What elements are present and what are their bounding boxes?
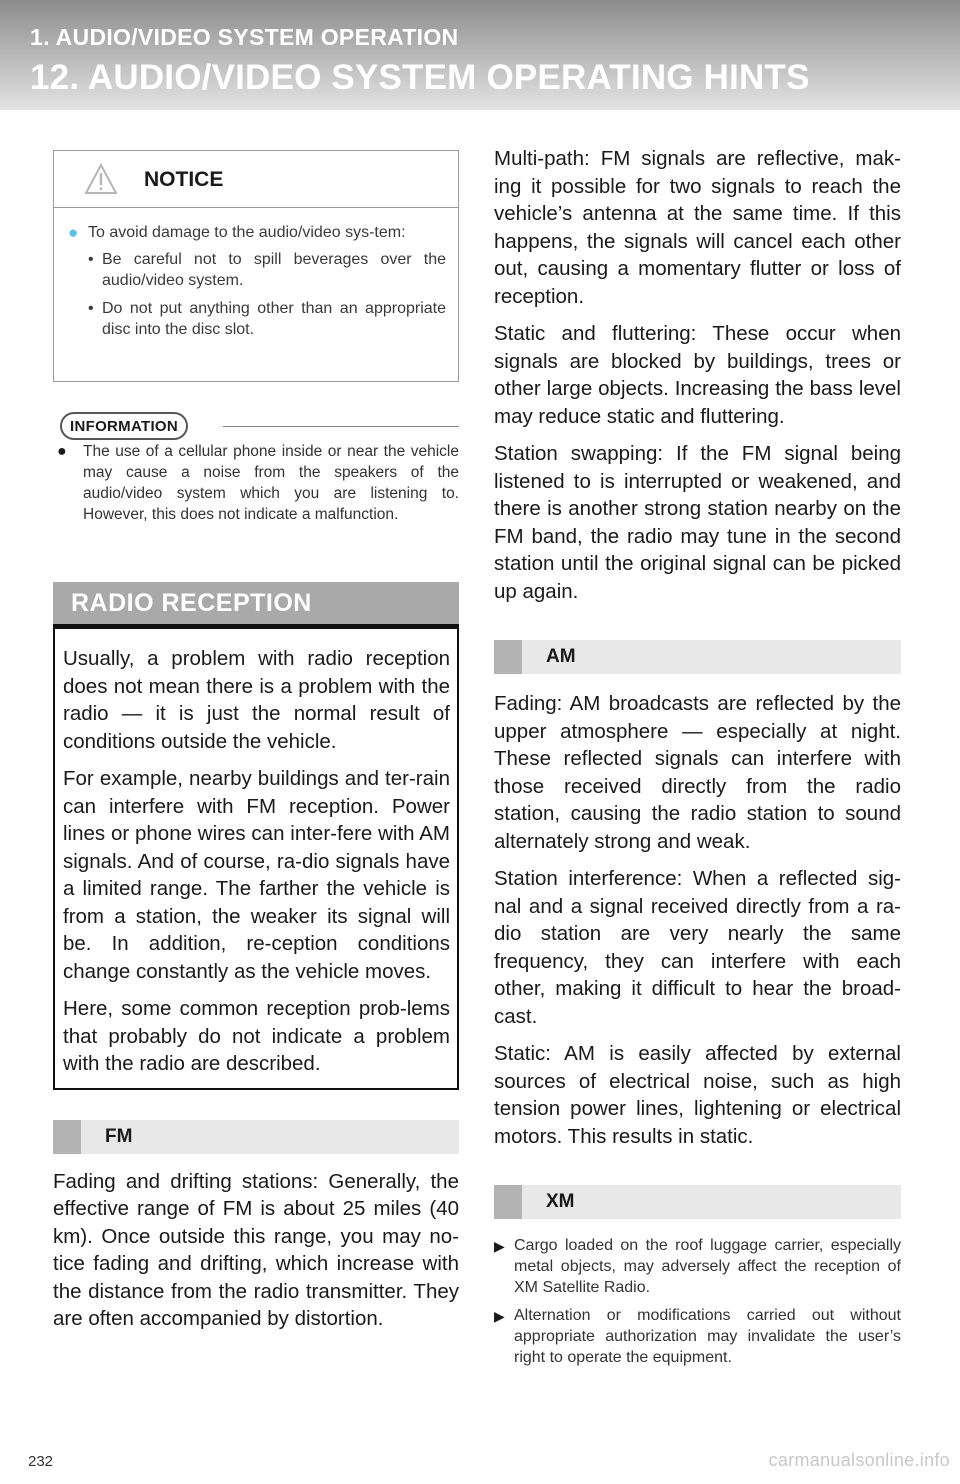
watermark: carmanualsonline.info [768,1450,950,1470]
warning-triangle-icon [84,163,118,195]
fm-continued-paragraph: Station swapping: If the FM signal being listened to is interrupted or weakened, and there is another strong station nearby on the FM band, the radio may tune in the second station until the original signal can be picked up again. [494,442,901,603]
am-paragraph: Static: AM is easily affected by external sources of electrical noise, such as high tension power lines, lightening or electrical motors. This results in static. [494,1042,901,1148]
information-item [53,441,459,525]
fm-paragraph: Fading and drifting stations: Generally, the effective range of FM is about 25 miles (40 km). Once outside this range, you may no-tice fading and drifting, which increase with the distance from the radio transmitter. They are often accompanied by distortion. [53,1169,459,1330]
fm-heading-text: FM [105,1125,133,1147]
list-item [494,1305,901,1368]
notice-list [88,249,446,340]
heading-marker [494,1185,522,1219]
radio-reception-box [53,629,459,1090]
radio-paragraph: Here, some common reception prob-lems that probably do not indicate a problem with the radio are described. [63,997,450,1075]
page-number: 232 [28,1453,54,1470]
heading-marker [53,1120,81,1154]
information-text: The use of a cellular phone inside or near the vehicle may cause a noise from the speakers of the audio/video system which you are listening to. However, this does not indicate a malfunction. [83,443,459,523]
xm-heading [494,1185,901,1219]
notice-body [54,208,458,340]
header-band [0,0,960,110]
list-item-text: Alternation or modifications carried out without appropriate authorization may invalidate the user’s right to operate the equipment. [514,1307,901,1366]
radio-paragraph: For example, nearby buildings and ter-rain can interfere with FM reception. Power lines or phone wires can inter-fere with AM signals. And of course, ra-dio signals have a limited range. The farther the vehicle is from a station, the weaker its signal will be. In addition, re-ception conditions change constantly as the vehicle moves. [63,767,450,983]
list-item [88,298,446,340]
am-heading [494,640,901,674]
chapter-title: 12. AUDIO/VIDEO SYSTEM OPERATING HINTS [30,58,810,97]
bullet-circle-icon: ● [68,223,79,242]
heading-marker [494,640,522,674]
left-column [53,150,459,1343]
radio-paragraph: Usually, a problem with radio reception does not mean there is a problem with the radio — it is just the normal result of conditions outside the vehicle. [63,647,450,753]
am-paragraph: Fading: AM broadcasts are reflected by the upper atmosphere — especially at night. These reflected signals can interfere with those received directly from the radio station, causing the radio station to sound alternately strong and weak. [494,692,901,853]
xm-heading-text: XM [546,1191,575,1212]
list-item-text: Do not put anything other than an appropriate disc into the disc slot. [102,300,446,338]
arrow-right-icon: ▶ [494,1238,505,1254]
list-bullet: • [88,300,94,317]
bullet-circle-icon: ● [57,443,67,460]
notice-title: NOTICE [144,168,224,191]
am-paragraph: Station interference: When a reflected sig-nal and a signal received directly from a ra-dio station are very nearly the same frequency, they can interfere with each other, making it difficult to hear the broad-cast. [494,867,901,1028]
arrow-right-icon: ▶ [494,1308,505,1324]
notice-bullet [68,222,446,243]
fm-continued-paragraph: Static and fluttering: These occur when signals are blocked by buildings, trees or other large objects. Increasing the bass level may reduce static and fluttering. [494,322,901,428]
fm-heading [53,1120,459,1154]
list-item [88,249,446,291]
list-item-text: Cargo loaded on the roof luggage carrier, especially metal objects, may adversely affect the reception of XM Satellite Radio. [514,1237,901,1296]
list-item-text: Be careful not to spill beverages over the audio/video system. [102,251,446,289]
radio-reception-header [53,582,459,629]
notice-header [54,151,458,208]
radio-reception-title: RADIO RECEPTION [71,589,312,617]
list-item [494,1235,901,1298]
notice-bullet-text: To avoid damage to the audio/video sys-tem: [88,224,406,241]
fm-continued-paragraph: Multi-path: FM signals are reflective, mak-ing it possible for two signals to reach the vehicle’s antenna at the same time. If this happens, the signals will cancel each other out, causing a momentary flutter or loss of reception. [494,147,901,308]
notice-box [53,150,459,382]
am-heading-text: AM [546,646,576,667]
information-label: INFORMATION [60,412,188,440]
list-bullet: • [88,251,94,268]
section-label: 1. AUDIO/VIDEO SYSTEM OPERATION [30,24,459,50]
information-rule [223,426,459,427]
right-column [494,147,901,1375]
xm-list [494,1235,901,1368]
